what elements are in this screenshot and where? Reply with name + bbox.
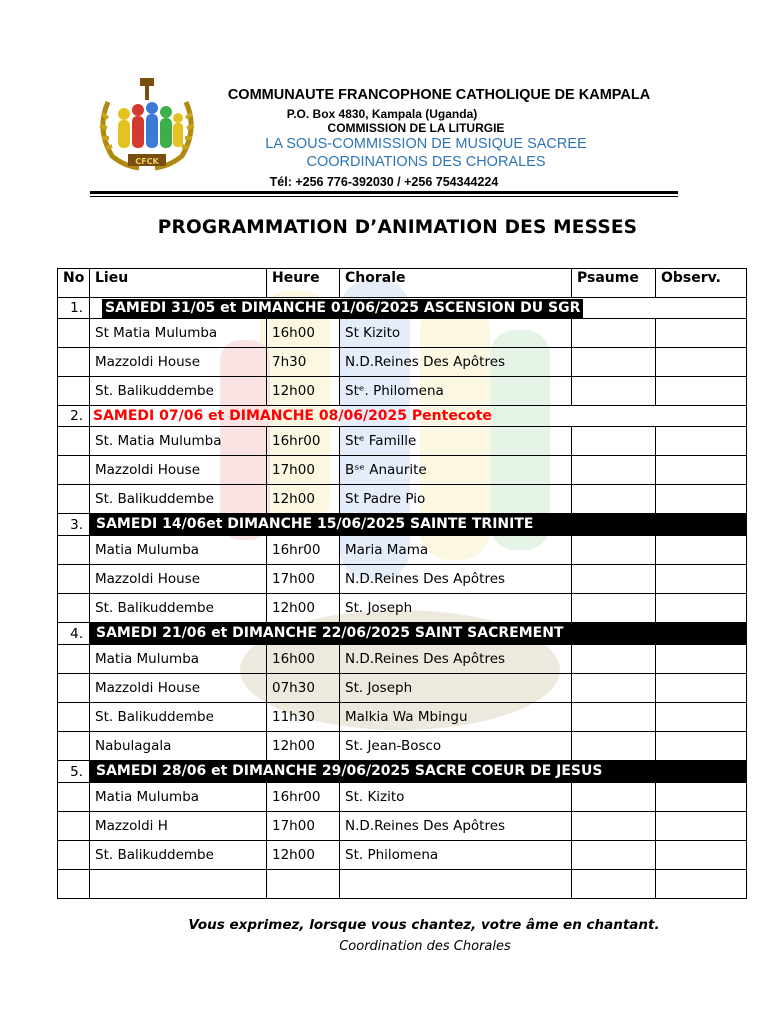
- table-row: [58, 732, 747, 761]
- cell-observ: [656, 645, 747, 674]
- cell-chorale: St. Jean-Bosco: [340, 732, 572, 761]
- cell-heure: 16hr00: [267, 427, 340, 456]
- no-cell-empty: [58, 812, 90, 841]
- no-cell-empty: [58, 645, 90, 674]
- table-row: [58, 377, 747, 406]
- cell-observ: [656, 783, 747, 812]
- cell-heure: 7h30: [267, 348, 340, 377]
- cell-heure: 12h00: [267, 841, 340, 870]
- table-row: [58, 348, 747, 377]
- cell-chorale: St. Joseph: [340, 594, 572, 623]
- no-cell-empty: [58, 377, 90, 406]
- cell-psaume: [572, 645, 656, 674]
- cell-chorale: St. Kizito: [340, 783, 572, 812]
- cell-chorale: St Padre Pio: [340, 485, 572, 514]
- cell-chorale: Maria Mama: [340, 536, 572, 565]
- col-header-lieu: Lieu: [90, 269, 267, 298]
- cell-heure: 12h00: [267, 485, 340, 514]
- section-label: SAMEDI 28/06 et DIMANCHE 29/06/2025 SACRE COEUR DE JESUS: [90, 761, 746, 782]
- empty-row: [58, 870, 747, 899]
- phone: Tél: +256 776-392030 / +256 754344224: [269, 175, 499, 189]
- section-header-row: [58, 514, 747, 536]
- section-label-cell: [90, 623, 747, 645]
- no-cell-empty: [58, 456, 90, 485]
- table-row: [58, 674, 747, 703]
- no-cell-empty: [58, 565, 90, 594]
- cell-heure: 12h00: [267, 377, 340, 406]
- cell-heure: 16hr00: [267, 536, 340, 565]
- section-label-cell: [90, 761, 747, 783]
- section-number: 1.: [58, 298, 90, 319]
- cell-psaume: [572, 594, 656, 623]
- cell-heure: 17h00: [267, 456, 340, 485]
- cell-observ: [656, 485, 747, 514]
- col-header-chorale: Chorale: [340, 269, 572, 298]
- document-title: PROGRAMMATION D’ANIMATION DES MESSES: [157, 217, 638, 238]
- cell-psaume: [572, 812, 656, 841]
- empty-cell: [267, 870, 340, 899]
- table-row: [58, 456, 747, 485]
- cell-psaume: [572, 348, 656, 377]
- cell-observ: [656, 841, 747, 870]
- section-number: 4.: [58, 623, 90, 645]
- section-header-row: [58, 298, 747, 319]
- col-header-no: No: [58, 269, 90, 298]
- cell-psaume: [572, 485, 656, 514]
- cell-lieu: Mazzoldi House: [90, 674, 267, 703]
- commission: COMMISSION DE LA LITURGIE: [327, 121, 505, 135]
- cell-lieu: St. Balikuddembe: [90, 841, 267, 870]
- section-label: SAMEDI 07/06 et DIMANCHE 08/06/2025 Pentecote: [93, 407, 492, 424]
- cell-psaume: [572, 783, 656, 812]
- cell-observ: [656, 565, 747, 594]
- cell-psaume: [572, 536, 656, 565]
- header-divider-thin: [90, 196, 678, 197]
- section-header-row: [58, 761, 747, 783]
- cell-psaume: [572, 319, 656, 348]
- section-label-cell: [90, 514, 747, 536]
- cell-heure: 12h00: [267, 732, 340, 761]
- table-row: [58, 427, 747, 456]
- cell-chorale: St Kizito: [340, 319, 572, 348]
- table-row: [58, 703, 747, 732]
- no-cell-empty: [58, 594, 90, 623]
- section-number: 3.: [58, 514, 90, 536]
- cell-psaume: [572, 674, 656, 703]
- table-row: [58, 594, 747, 623]
- section-label: SAMEDI 21/06 et DIMANCHE 22/06/2025 SAINT SACREMENT: [90, 623, 746, 644]
- cell-psaume: [572, 427, 656, 456]
- no-cell-empty: [58, 732, 90, 761]
- cell-observ: [656, 427, 747, 456]
- cell-heure: 16hr00: [267, 783, 340, 812]
- cell-psaume: [572, 377, 656, 406]
- cell-lieu: Nabulagala: [90, 732, 267, 761]
- org-name: COMMUNAUTE FRANCOPHONE CATHOLIQUE DE KAMPALA: [227, 87, 651, 103]
- cell-observ: [656, 703, 747, 732]
- cell-chorale: Malkia Wa Mbingu: [340, 703, 572, 732]
- cell-observ: [656, 732, 747, 761]
- coordination: COORDINATIONS DES CHORALES: [306, 154, 546, 170]
- cell-observ: [656, 377, 747, 406]
- footer-signature: Coordination des Chorales: [339, 939, 511, 954]
- cell-observ: [656, 319, 747, 348]
- cell-psaume: [572, 565, 656, 594]
- cell-heure: 07h30: [267, 674, 340, 703]
- section-label-cell: [90, 406, 747, 427]
- no-cell-empty: [58, 485, 90, 514]
- cell-lieu: Matia Mulumba: [90, 783, 267, 812]
- table-row: [58, 536, 747, 565]
- cell-lieu: St. Balikuddembe: [90, 377, 267, 406]
- cell-lieu: Mazzoldi House: [90, 348, 267, 377]
- cell-heure: 17h00: [267, 812, 340, 841]
- cell-lieu: St. Balikuddembe: [90, 485, 267, 514]
- logo-text: CFCK: [135, 157, 159, 166]
- cell-observ: [656, 348, 747, 377]
- cell-observ: [656, 812, 747, 841]
- cell-psaume: [572, 456, 656, 485]
- header-divider: [90, 191, 678, 194]
- cell-chorale: St. Philomena: [340, 841, 572, 870]
- no-cell-empty: [58, 841, 90, 870]
- table-row: [58, 645, 747, 674]
- col-header-psaume: Psaume: [572, 269, 656, 298]
- no-cell-empty: [58, 319, 90, 348]
- cell-lieu: Mazzoldi H: [90, 812, 267, 841]
- table-row: [58, 485, 747, 514]
- empty-cell: [572, 870, 656, 899]
- empty-cell: [90, 870, 267, 899]
- cell-lieu: Matia Mulumba: [90, 645, 267, 674]
- cell-chorale: N.D.Reines Des Apôtres: [340, 565, 572, 594]
- schedule-table: [57, 268, 747, 899]
- cell-observ: [656, 674, 747, 703]
- schedule-body: [58, 298, 747, 899]
- cell-chorale: N.D.Reines Des Apôtres: [340, 645, 572, 674]
- section-label-cell: [90, 298, 747, 319]
- cell-lieu: St. Matia Mulumba: [90, 427, 267, 456]
- cell-psaume: [572, 841, 656, 870]
- no-cell-empty: [58, 674, 90, 703]
- cell-lieu: Mazzoldi House: [90, 565, 267, 594]
- cell-chorale: N.D.Reines Des Apôtres: [340, 812, 572, 841]
- table-row: [58, 783, 747, 812]
- section-header-row: [58, 406, 747, 427]
- cell-heure: 16h00: [267, 645, 340, 674]
- cell-chorale: St. Joseph: [340, 674, 572, 703]
- table-row: [58, 565, 747, 594]
- no-cell-empty: [58, 536, 90, 565]
- cell-chorale: N.D.Reines Des Apôtres: [340, 348, 572, 377]
- table-row: [58, 319, 747, 348]
- empty-cell: [340, 870, 572, 899]
- no-cell-empty: [58, 783, 90, 812]
- cell-chorale: Stᵉ Famille: [340, 427, 572, 456]
- cell-observ: [656, 594, 747, 623]
- cell-psaume: [572, 703, 656, 732]
- cell-lieu: St. Balikuddembe: [90, 594, 267, 623]
- section-label: SAMEDI 31/05 et DIMANCHE 01/06/2025 ASCENSION DU SGR: [102, 299, 583, 318]
- sub-commission: LA SOUS-COMMISSION DE MUSIQUE SACREE: [265, 136, 587, 152]
- cell-lieu: St Matia Mulumba: [90, 319, 267, 348]
- cell-lieu: St. Balikuddembe: [90, 703, 267, 732]
- address: P.O. Box 4830, Kampala (Uganda): [286, 107, 478, 121]
- cell-heure: 11h30: [267, 703, 340, 732]
- cell-lieu: Mazzoldi House: [90, 456, 267, 485]
- section-header-row: [58, 623, 747, 645]
- cell-lieu: Matia Mulumba: [90, 536, 267, 565]
- footer-quote: Vous exprimez, lorsque vous chantez, votre âme en chantant.: [188, 917, 660, 933]
- cell-psaume: [572, 732, 656, 761]
- empty-cell: [656, 870, 747, 899]
- section-number: 2.: [58, 406, 90, 427]
- col-header-observ: Observ.: [656, 269, 747, 298]
- cell-observ: [656, 536, 747, 565]
- section-number: 5.: [58, 761, 90, 783]
- cell-chorale: Bˢᵉ Anaurite: [340, 456, 572, 485]
- empty-cell: [58, 870, 90, 899]
- table-header-row: [58, 269, 747, 298]
- no-cell-empty: [58, 348, 90, 377]
- col-header-heure: Heure: [267, 269, 340, 298]
- no-cell-empty: [58, 427, 90, 456]
- no-cell-empty: [58, 703, 90, 732]
- cell-heure: 12h00: [267, 594, 340, 623]
- cell-heure: 16h00: [267, 319, 340, 348]
- section-label: SAMEDI 14/06et DIMANCHE 15/06/2025 SAINTE TRINITE: [90, 514, 746, 535]
- table-row: [58, 812, 747, 841]
- cell-observ: [656, 456, 747, 485]
- cell-chorale: Stᵉ. Philomena: [340, 377, 572, 406]
- table-row: [58, 841, 747, 870]
- cell-heure: 17h00: [267, 565, 340, 594]
